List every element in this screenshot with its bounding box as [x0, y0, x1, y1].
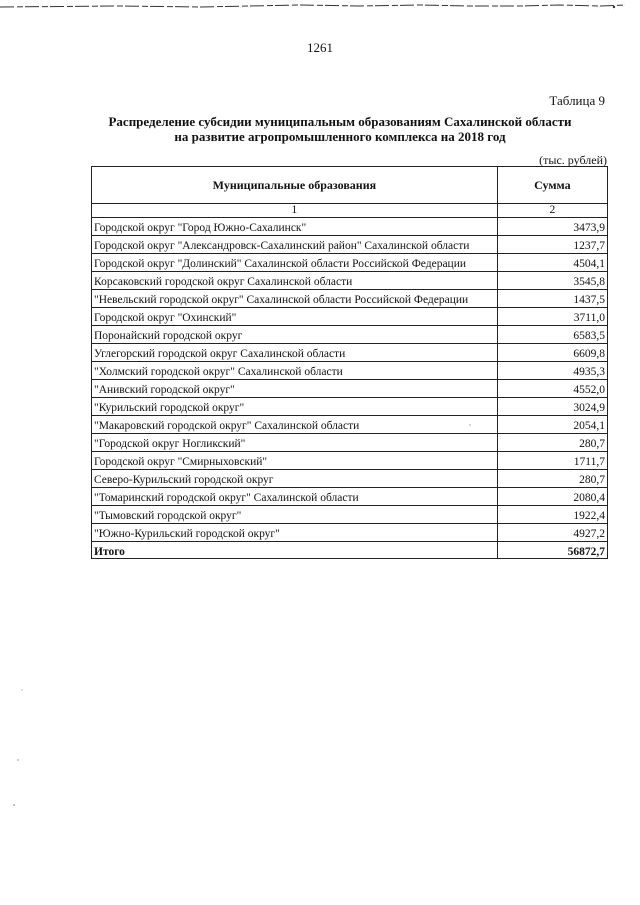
municipality-name: "Анивский городской округ" — [92, 380, 498, 398]
municipality-name: "Макаровский городской округ" Сахалинской области — [92, 416, 498, 434]
table-row — [92, 326, 608, 344]
subsidy-amount: 1237,7 — [497, 236, 607, 254]
table-row — [92, 470, 608, 488]
table-row — [92, 488, 608, 506]
table-row — [92, 218, 608, 236]
total-row — [92, 542, 608, 559]
subsidy-table — [91, 166, 608, 559]
table-body — [92, 204, 608, 559]
subsidy-amount: 280,7 — [497, 470, 607, 488]
municipality-name: Северо-Курильский городской округ — [92, 470, 498, 488]
subsidy-amount: 4504,1 — [497, 254, 607, 272]
subsidy-amount: 3711,0 — [497, 308, 607, 326]
table-row — [92, 452, 608, 470]
subsidy-amount: 4552,0 — [497, 380, 607, 398]
table-row — [92, 344, 608, 362]
column-number-2: 2 — [497, 204, 607, 218]
subsidy-amount: 6609,8 — [497, 344, 607, 362]
subsidy-amount: 1711,7 — [497, 452, 607, 470]
subsidy-amount: 3545,8 — [497, 272, 607, 290]
municipality-name: Поронайский городской округ — [92, 326, 498, 344]
document-title: Распределение субсидии муниципальным образованиям Сахалинской области на развитие агропромышленного комплекса на 2018 год — [108, 114, 572, 144]
table-row — [92, 380, 608, 398]
municipality-name: Городской округ "Смирныховский" — [92, 452, 498, 470]
municipality-name: "Тымовский городской округ" — [92, 506, 498, 524]
subsidy-amount: 2080,4 — [497, 488, 607, 506]
municipality-name: Корсаковский городской округ Сахалинской области — [92, 272, 498, 290]
municipality-name: Городской округ "Город Южно-Сахалинск" — [92, 218, 498, 236]
column-number-1: 1 — [92, 204, 498, 218]
table-row — [92, 236, 608, 254]
table-row — [92, 398, 608, 416]
municipality-name: Углегорский городской округ Сахалинской области — [92, 344, 498, 362]
municipality-name: Городской округ "Долинский" Сахалинской области Российской Федерации — [92, 254, 498, 272]
table-header-row — [92, 167, 608, 204]
table-row — [92, 254, 608, 272]
table-row — [92, 272, 608, 290]
page-number: 1261 — [307, 40, 333, 55]
subsidy-amount: 3024,9 — [497, 398, 607, 416]
table-row — [92, 290, 608, 308]
municipality-name: "Курильский городской округ" — [92, 398, 498, 416]
municipality-name: "Холмский городской округ" Сахалинской области — [92, 362, 498, 380]
table-row — [92, 434, 608, 452]
header-sum: Сумма — [497, 167, 607, 204]
municipality-name: "Томаринский городской округ" Сахалинской области — [92, 488, 498, 506]
header-municipalities: Муниципальные образования — [92, 167, 498, 204]
municipality-name: Городской округ "Охинский" — [92, 308, 498, 326]
total-amount: 56872,7 — [497, 542, 607, 559]
subsidy-amount: 3473,9 — [497, 218, 607, 236]
table-row — [92, 308, 608, 326]
subsidy-amount: 1922,4 — [497, 506, 607, 524]
units-note: (тыс. рублей) — [539, 153, 607, 167]
municipality-name: "Городской округ Ногликский" — [92, 434, 498, 452]
scan-edge-line — [0, 0, 640, 12]
table-row — [92, 524, 608, 542]
municipality-name: Городской округ "Александровск-Сахалинский район" Сахалинской области — [92, 236, 498, 254]
table-row — [92, 506, 608, 524]
subsidy-amount: 1437,5 — [497, 290, 607, 308]
table-row — [92, 416, 608, 434]
subsidy-amount: 280,7 — [497, 434, 607, 452]
municipality-name: "Южно-Курильский городской округ" — [92, 524, 498, 542]
table-row — [92, 362, 608, 380]
subsidy-amount: 4927,2 — [497, 524, 607, 542]
subsidy-amount: 2054,1 — [497, 416, 607, 434]
municipality-name: "Невельский городской округ" Сахалинской области Российской Федерации — [92, 290, 498, 308]
column-number-row — [92, 204, 608, 218]
subsidy-amount: 6583,5 — [497, 326, 607, 344]
table-label: Таблица 9 — [549, 93, 605, 108]
subsidy-amount: 4935,3 — [497, 362, 607, 380]
total-label: Итого — [92, 542, 498, 559]
